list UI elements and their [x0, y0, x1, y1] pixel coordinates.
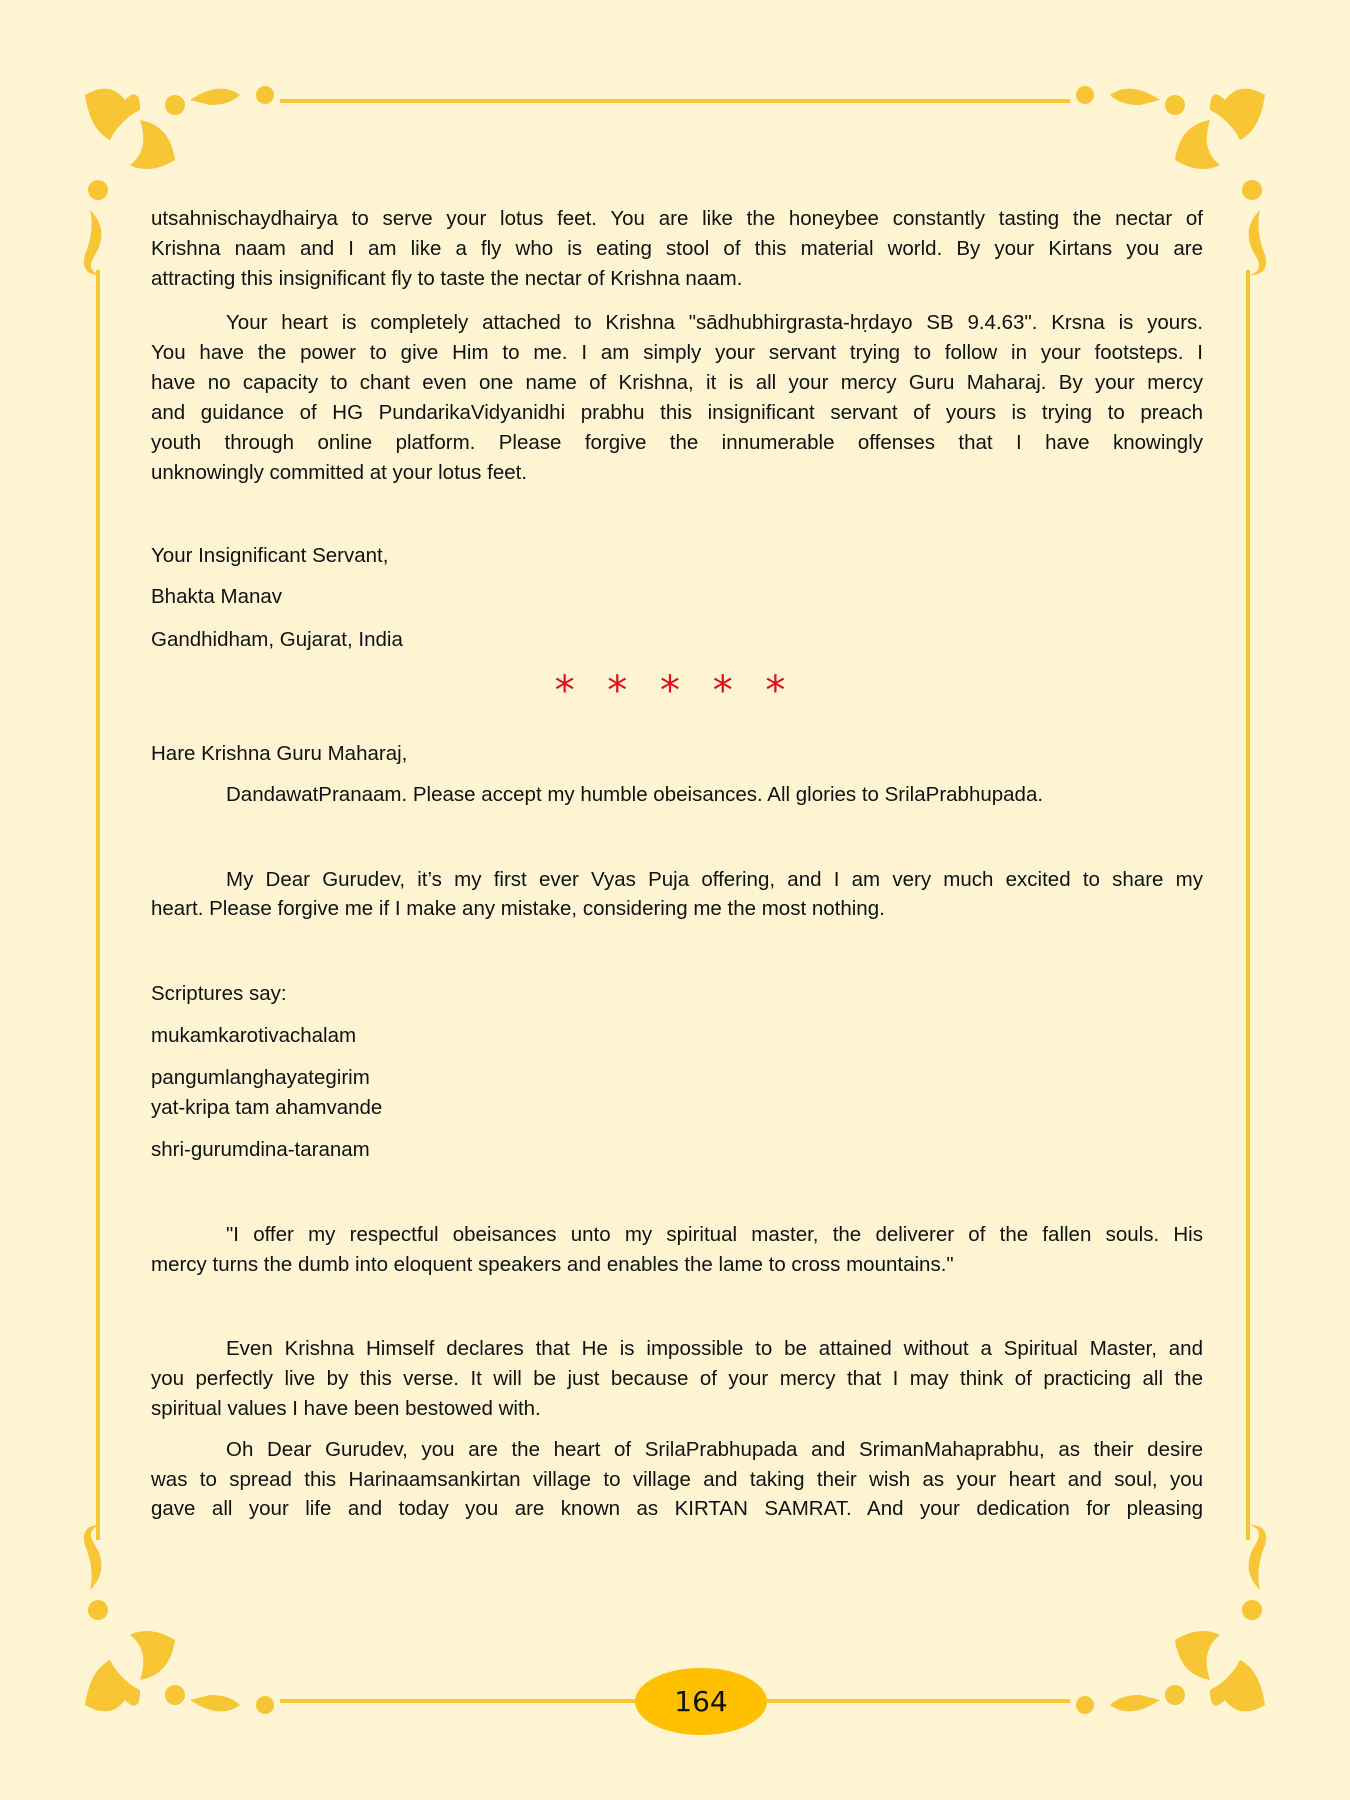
paragraph-line: My Dear Gurudev, it’s my first ever Vyas Puja offering, and I am very much excited to share my — [226, 868, 1203, 891]
paragraph-line: and guidance of HG PundarikaVidyanidhi prabhu this insignificant servant of yours is trying to preach — [151, 401, 1203, 424]
obeisance-line: DandawatPranaam. Please accept my humble obeisances. All glories to SrilaPrabhupada. — [226, 783, 1044, 806]
paragraph-line: attracting this insignificant fly to taste the nectar of Krishna naam. — [151, 267, 743, 290]
paragraph-line: Oh Dear Gurudev, you are the heart of SrilaPrabhupada and SrimanMahaprabhu, as their desire — [226, 1438, 1203, 1461]
page-number: 164 — [674, 1685, 728, 1718]
paragraph-line: heart. Please forgive me if I make any mistake, considering me the most nothing. — [151, 897, 885, 920]
border-right — [1246, 270, 1250, 1540]
salutation: Hare Krishna Guru Maharaj, — [151, 742, 408, 765]
paragraph-line: You have the power to give Him to me. I am simply your servant trying to follow in your footsteps. I — [151, 341, 1203, 364]
paragraph-line: you perfectly live by this verse. It will be just because of your mercy that I may think of practicing all the — [151, 1367, 1203, 1390]
page-number-badge — [635, 1668, 767, 1735]
border-left — [96, 270, 100, 1540]
paragraph-line: Krishna naam and I am like a fly who is eating stool of this material world. By your Kirtans you are — [151, 237, 1203, 260]
paragraph-line: gave all your life and today you are known as KIRTAN SAMRAT. And your dedication for pleasing — [151, 1497, 1203, 1520]
paragraph-line: spiritual values I have been bestowed with. — [151, 1397, 541, 1420]
scriptures-label: Scriptures say: — [151, 982, 287, 1005]
border-bottom-left — [280, 1699, 640, 1703]
separator-stars: * * * * * — [554, 668, 796, 714]
verse-line: shri-gurumdina-taranam — [151, 1138, 370, 1161]
signoff-place: Gandhidham, Gujarat, India — [151, 628, 403, 651]
signoff-closing: Your Insignificant Servant, — [151, 544, 389, 567]
paragraph-line: unknowingly committed at your lotus feet. — [151, 461, 528, 484]
verse-line: pangumlanghayategirim — [151, 1066, 370, 1089]
verse-line: mukamkarotivachalam — [151, 1024, 357, 1047]
paragraph-line: utsahnischaydhairya to serve your lotus feet. You are like the honeybee constantly tasting the nectar of — [151, 207, 1203, 230]
paragraph-line: mercy turns the dumb into eloquent speakers and enables the lame to cross mountains." — [151, 1253, 954, 1276]
paragraph-line: "I offer my respectful obeisances unto my spiritual master, the deliverer of the fallen souls. His — [226, 1223, 1203, 1246]
paragraph-line: Your heart is completely attached to Krishna "sādhubhirgrasta-hṛdayo SB 9.4.63". Krsna is yours. — [226, 311, 1203, 334]
paragraph-line: have no capacity to chant even one name of Krishna, it is all your mercy Guru Maharaj. By your mercy — [151, 371, 1203, 394]
ornament-corner-icon — [1070, 1520, 1270, 1720]
paragraph-line: was to spread this Harinaamsankirtan village to village and taking their wish as your heart and soul, you — [151, 1468, 1203, 1491]
border-bottom-right — [762, 1699, 1070, 1703]
border-top — [280, 99, 1070, 103]
verse-line: yat-kripa tam ahamvande — [151, 1096, 383, 1119]
signoff-name: Bhakta Manav — [151, 585, 283, 608]
paragraph-line: Even Krishna Himself declares that He is impossible to be attained without a Spiritual Master, and — [226, 1337, 1203, 1360]
ornament-corner-icon — [80, 1520, 280, 1720]
paragraph-line: youth through online platform. Please forgive the innumerable offenses that I have knowingly — [151, 431, 1203, 454]
